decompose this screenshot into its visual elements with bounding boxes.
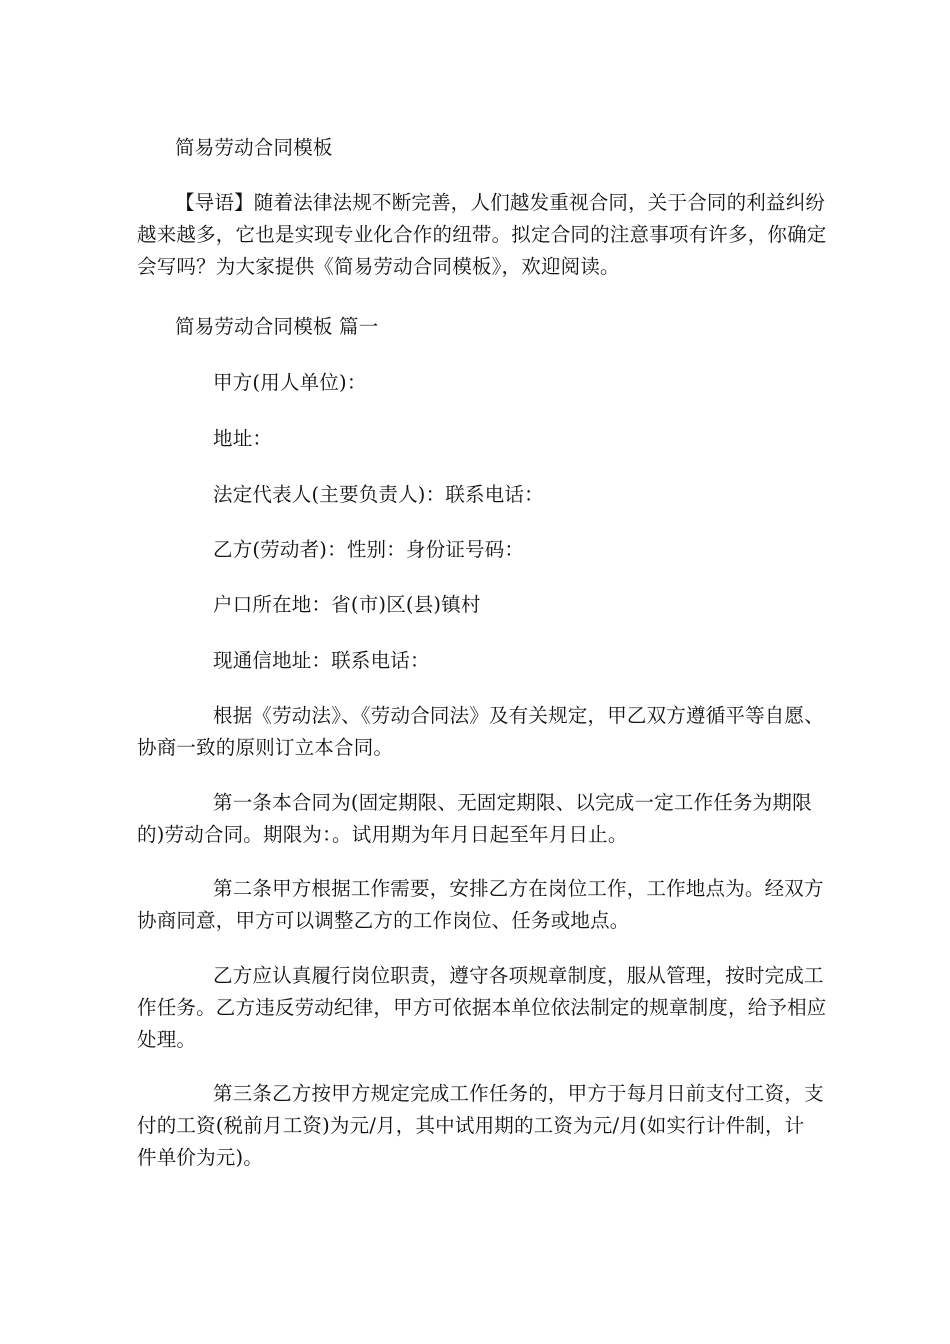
intro-line: 会写吗？为大家提供《简易劳动合同模板》，欢迎阅读。 [137, 255, 620, 278]
article-1-line: 第一条本合同为(固定期限、无固定期限、以完成一定工作任务为期限 [213, 791, 812, 814]
article-1 [137, 787, 812, 851]
field-household: 户口所在地：省(市)区(县)镇村 [213, 593, 481, 616]
intro-paragraph [137, 187, 827, 283]
article-1-line: 的)劳动合同。期限为：。试用期为年月日起至年月日止。 [137, 823, 628, 846]
field-party-b: 乙方(劳动者)：性别：身份证号码： [213, 538, 525, 561]
field-party-a: 甲方(用人单位)： [213, 371, 367, 394]
article-2-duties-line: 乙方应认真履行岗位职责，遵守各项规章制度，服从管理，按时完成工 [213, 964, 824, 987]
article-3-line: 付的工资(税前月工资)为元/月，其中试用期的工资为元/月(如实行计件制，计 [137, 1114, 805, 1137]
preamble-paragraph [137, 700, 824, 764]
intro-line: 越来越多，它也是实现专业化合作的纽带。拟定合同的注意事项有许多，你确定 [137, 223, 827, 246]
article-2-line: 第二条甲方根据工作需要，安排乙方在岗位工作，工作地点为。经双方 [213, 877, 824, 900]
section-title: 简易劳动合同模板 篇一 [175, 315, 379, 338]
field-legal-rep: 法定代表人(主要负责人)：联系电话： [213, 483, 544, 506]
field-mail-address: 现通信地址：联系电话： [213, 649, 430, 672]
article-3-line: 件单价为元)。 [137, 1146, 264, 1169]
document-title: 简易劳动合同模板 [175, 136, 333, 159]
article-2-duties-line: 处理。 [137, 1028, 197, 1051]
preamble-line: 协商一致的原则订立本合同。 [137, 736, 394, 759]
article-2-line: 协商同意，甲方可以调整乙方的工作岗位、任务或地点。 [137, 909, 630, 932]
article-3 [137, 1078, 824, 1174]
intro-line: 【导语】随着法律法规不断完善，人们越发重视合同，关于合同的利益纠纷 [175, 191, 826, 214]
preamble-line: 根据《劳动法》、《劳动合同法》及有关规定，甲乙双方遵循平等自愿、 [213, 704, 824, 727]
article-2-duties-line: 作任务。乙方违反劳动纪律，甲方可依据本单位依法制定的规章制度，给予相应 [137, 996, 827, 1019]
field-address: 地址： [213, 427, 273, 450]
article-3-line: 第三条乙方按甲方规定完成工作任务的，甲方于每月日前支付工资，支 [213, 1082, 824, 1105]
article-2-duties [137, 960, 827, 1056]
article-2 [137, 873, 824, 937]
